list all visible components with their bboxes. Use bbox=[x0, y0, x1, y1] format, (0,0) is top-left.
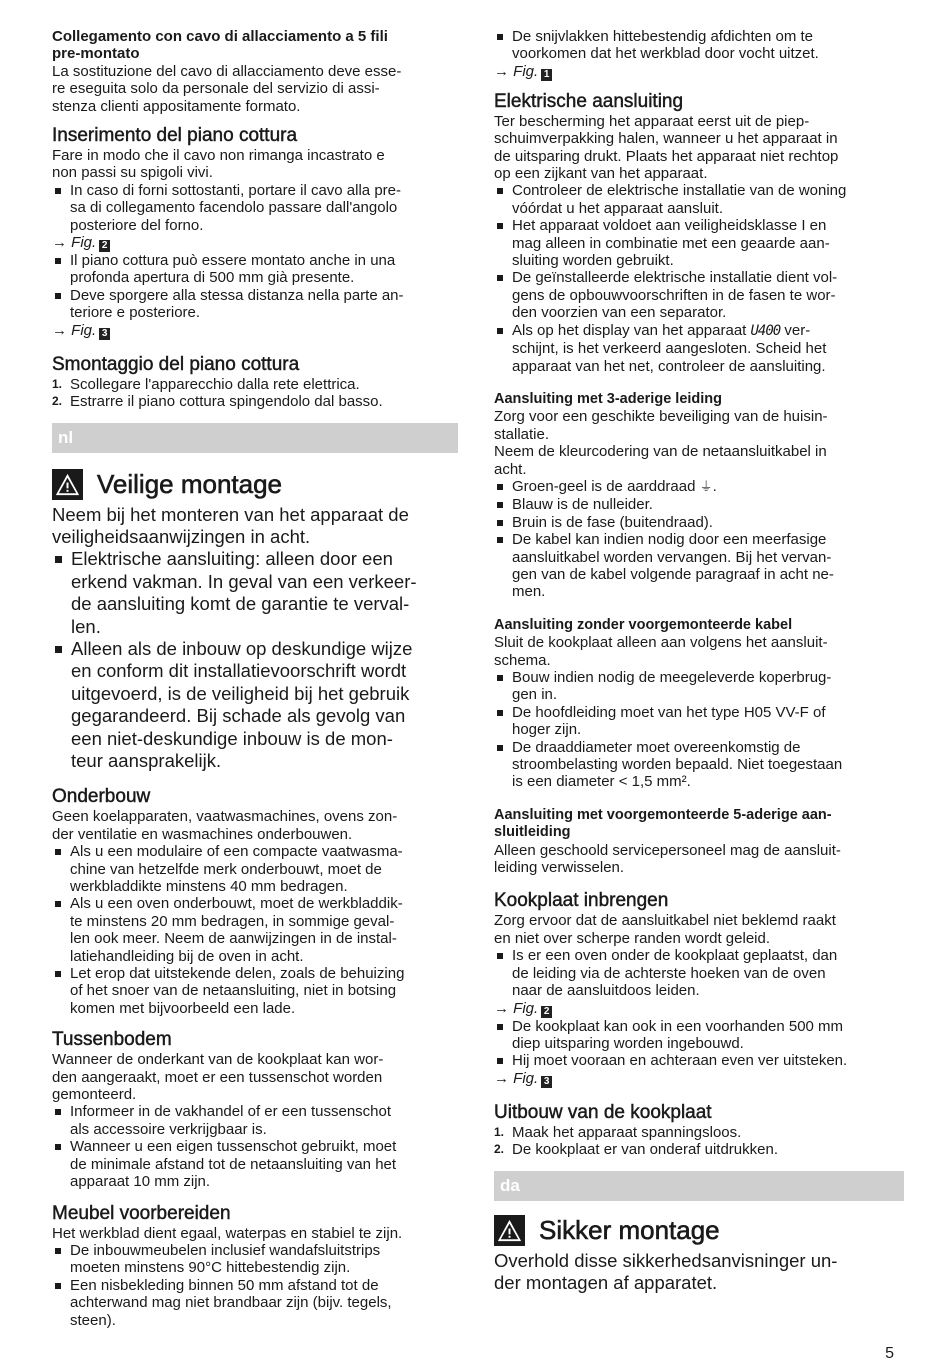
display-code: U400 bbox=[750, 322, 781, 339]
list-item: 2. Estrarre il piano cottura spingendolo dal basso. bbox=[52, 393, 383, 411]
list-item: De kabel kan indien nodig door een meerfasige aansluitkabel worden vervangen. Bij het vervan- gen van de kabel volgende paragraaf in acht ne- men. bbox=[494, 531, 904, 601]
section-title: Uitbouw van de kookplaat bbox=[494, 1101, 712, 1123]
intro-line: veiligheidsaanwijzingen in acht. bbox=[52, 525, 311, 547]
list-item: Bruin is de fase (buitendraad). bbox=[494, 514, 904, 531]
intro-line: der montagen af apparatet. bbox=[494, 1271, 718, 1293]
section-title: Smontaggio del piano cottura bbox=[52, 353, 300, 375]
text-line: en niet over scherpe randen wordt geleid. bbox=[494, 929, 771, 947]
list-item: Let erop dat uitstekende delen, zoals de behuizing of het snoer van de netaansluiting, niet in botsing komen met bijvoorbeeld een lade. bbox=[52, 965, 458, 1017]
section-uitbouw bbox=[494, 1102, 904, 1159]
text-line: Fare in modo che il cavo non rimanga incastrato e bbox=[52, 147, 385, 165]
text-line: der ventilatie en wasmachines onderbouwen. bbox=[52, 825, 353, 843]
bullet-list bbox=[52, 1242, 458, 1329]
figure-reference: → Fig. 1 bbox=[494, 63, 904, 81]
bullet-list bbox=[52, 182, 458, 234]
section-sikker-montage bbox=[494, 1215, 904, 1295]
list-item: Als op het display van het apparaat U400 ver- schijnt, is het verkeerd aangesloten. Scheid het apparaat van het net, controleer de aansluiting. bbox=[494, 322, 904, 375]
warning-icon bbox=[52, 469, 83, 500]
figure-reference: → Fig. 3 bbox=[52, 322, 458, 340]
section-onderbouw bbox=[52, 786, 458, 1017]
figure-number-badge: 3 bbox=[99, 328, 110, 340]
list-item: Hij moet vooraan en achteraan even ver uitsteken. bbox=[494, 1052, 904, 1069]
section-title: Aansluiting met 3-aderige leiding bbox=[494, 390, 723, 407]
bullet-list bbox=[52, 548, 458, 772]
section-cable-replacement bbox=[52, 28, 458, 115]
list-item: De hoofdleiding moet van het type H05 VV-F of hoger zijn. bbox=[494, 704, 904, 739]
numbered-list bbox=[494, 1124, 904, 1159]
list-item: De snijvlakken hittebestendig afdichten om te voorkomen dat het werkblad door vocht uitzet. bbox=[494, 28, 904, 63]
list-item: Wanneer u een eigen tussenschot gebruikt, moet de minimale afstand tot de netaansluiting van het apparaat 10 mm zijn. bbox=[52, 1138, 458, 1190]
section-title: Collegamento con cavo di allacciamento a 5 fili bbox=[52, 28, 388, 45]
bullet-list bbox=[52, 252, 458, 322]
text-line: non passi su spigoli vivi. bbox=[52, 164, 213, 182]
page-number: 5 bbox=[885, 1345, 894, 1362]
text-line: re eseguita solo da personale del servizio di assi- bbox=[52, 80, 380, 98]
list-item: De draaddiameter moet overeenkomstig de stroombelasting worden bepaald. Niet toegestaan is een diameter < 1,5 mm². bbox=[494, 739, 904, 791]
main-title: Veilige montage bbox=[52, 469, 458, 500]
text-line: Alleen geschoold servicepersoneel mag de aansluit- bbox=[494, 841, 841, 859]
list-item: In caso di forni sottostanti, portare il cavo alla pre- sa di collegamento facendolo passare dall'angolo posteriore del forno. bbox=[52, 182, 458, 234]
section-title-cont: pre-montato bbox=[52, 45, 140, 63]
right-column bbox=[494, 28, 904, 1294]
list-item: Als u een modulaire of een compacte vaatwasma- chine van hetzelfde merk onderbouwt, moet de werkbladdikte minstens 40 mm bedragen. bbox=[52, 843, 458, 895]
figure-reference: → Fig. 2 bbox=[494, 1000, 904, 1018]
bullet-list bbox=[494, 478, 904, 601]
list-item: Alleen als de inbouw op deskundige wijze en conform dit installatievoorschrift wordt uitgevoerd, is de veiligheid bij het gebruik gegarandeerd. Bij schade als gevolg van een niet-deskundige inbouw is de mon- teur aansprakelijk. bbox=[52, 638, 458, 772]
section-5-aderige-leiding bbox=[494, 807, 904, 877]
list-item: Elektrische aansluiting: alleen door een erkend vakman. In geval van een verkeer- de aansluiting komt de garantie te verval- len. bbox=[52, 548, 458, 638]
list-item: Als u een oven onderbouwt, moet de werkbladdik- te minstens 20 mm bedragen, in sommige geval- len ook meer. Neem de aanwijzingen in de instal- latiehandleiding bij de oven in acht. bbox=[52, 895, 458, 965]
list-item: Bouw indien nodig de meegeleverde koperbrug- gen in. bbox=[494, 669, 904, 704]
section-title: Kookplaat inbrengen bbox=[494, 890, 669, 912]
list-item: 2. De kookplaat er van onderaf uitdrukken. bbox=[494, 1141, 778, 1159]
intro-line: Neem bij het monteren van het apparaat de bbox=[52, 503, 409, 525]
section-title: Meubel voorbereiden bbox=[52, 1202, 231, 1224]
section-title-cont: sluitleiding bbox=[494, 824, 571, 841]
text-line: Wanneer de onderkant van de kookplaat kan wor- bbox=[52, 1051, 384, 1069]
figure-number-badge: 2 bbox=[99, 240, 110, 252]
bullet-list bbox=[494, 1018, 904, 1070]
section-remove-hob bbox=[52, 354, 458, 411]
bullet-list bbox=[52, 843, 458, 1017]
text-line: Zorg ervoor dat de aansluitkabel niet beklemd raakt bbox=[494, 912, 836, 930]
section-title: Aansluiting met voorgemonteerde 5-aderige aan- bbox=[494, 806, 832, 823]
bullet-list bbox=[52, 1103, 458, 1190]
list-item: Deve sporgere alla stessa distanza nella parte an- teriore e posteriore. bbox=[52, 287, 458, 322]
text-line: op een zijkant van het apparaat. bbox=[494, 165, 708, 183]
section-tussenbodem bbox=[52, 1029, 458, 1190]
text-line: Zorg voor een geschikte beveiliging van de huisin- bbox=[494, 408, 828, 426]
section-top-continued bbox=[494, 28, 904, 81]
figure-reference: → Fig. 2 bbox=[52, 234, 458, 252]
list-item: 1. Maak het apparaat spanningsloos. bbox=[494, 1123, 742, 1141]
language-bar-nl: nl bbox=[52, 423, 458, 453]
text-line: leiding verwisselen. bbox=[494, 859, 625, 877]
section-title: Onderbouw bbox=[52, 786, 151, 808]
text-line: Ter bescherming het apparaat eerst uit de piep- bbox=[494, 112, 810, 130]
text-line: Neem de kleurcodering van de netaansluitkabel in bbox=[494, 443, 827, 461]
text-line: de uitsparing drukt. Plaats het apparaat niet rechtop bbox=[494, 147, 839, 165]
list-item: Informeer in de vakhandel of er een tussenschot als accessoire verkrijgbaar is. bbox=[52, 1103, 458, 1138]
list-item: De geïnstalleerde elektrische installatie dient vol- gens de opbouwvoorschriften in de fasen te wor- den voorzien van een separator. bbox=[494, 269, 904, 321]
list-item: Een nisbekleding binnen 50 mm afstand tot de achterwand mag niet brandbaar zijn (bijv. tegels, steen). bbox=[52, 1277, 458, 1329]
text-line: den aangeraakt, moet er een tussenschot worden bbox=[52, 1068, 383, 1086]
numbered-list bbox=[52, 376, 458, 411]
main-title: Sikker montage bbox=[494, 1215, 904, 1246]
text-line: Het werkblad dient egaal, waterpas en stabiel te zijn. bbox=[52, 1224, 403, 1242]
language-bar-da: da bbox=[494, 1171, 904, 1201]
figure-number-badge: 1 bbox=[541, 69, 552, 81]
section-zonder-kabel bbox=[494, 617, 904, 791]
text-line: stenza clienti appositamente formato. bbox=[52, 97, 301, 115]
list-item: 1. Scollegare l'apparecchio dalla rete elettrica. bbox=[52, 375, 360, 393]
text-line: Sluit de kookplaat alleen aan volgens het aansluit- bbox=[494, 634, 828, 652]
section-title: Elektrische aansluiting bbox=[494, 90, 684, 112]
bullet-list bbox=[494, 669, 904, 791]
figure-number-badge: 2 bbox=[541, 1006, 552, 1018]
text-line: schuimverpakking halen, wanneer u het apparaat in bbox=[494, 130, 838, 148]
earth-ground-icon: ⏚ bbox=[699, 479, 713, 495]
section-meubel bbox=[52, 1203, 458, 1329]
section-title: Tussenbodem bbox=[52, 1029, 172, 1051]
section-title: Inserimento del piano cottura bbox=[52, 125, 298, 147]
text-line: schema. bbox=[494, 651, 551, 669]
section-insert-hob bbox=[52, 125, 458, 340]
left-column bbox=[52, 28, 458, 1329]
text-line: Geen koelapparaten, vaatwasmachines, ovens zon- bbox=[52, 808, 398, 826]
bullet-list bbox=[494, 28, 904, 63]
figure-number-badge: 3 bbox=[541, 1076, 552, 1088]
bullet-list bbox=[494, 182, 904, 374]
text-line: gemonteerd. bbox=[52, 1086, 137, 1104]
text-line: acht. bbox=[494, 460, 527, 478]
list-item: Het apparaat voldoet aan veiligheidsklasse I en mag alleen in combinatie met een geaarde aan- sluiting worden gebruikt. bbox=[494, 217, 904, 269]
list-item: Is er een oven onder de kookplaat geplaatst, dan de leiding via de achterste hoeken van de oven naar de aansluitdoos leiden. bbox=[494, 947, 904, 999]
list-item: Controleer de elektrische installatie van de woning vóórdat u het apparaat aansluit. bbox=[494, 182, 904, 217]
list-item: Groen-geel is de aarddraad ⏚. bbox=[494, 478, 904, 496]
section-kookplaat-inbrengen bbox=[494, 890, 904, 1087]
section-safe-installation bbox=[52, 469, 458, 773]
list-item: De kookplaat kan ook in een voorhanden 500 mm diep uitsparing worden ingebouwd. bbox=[494, 1018, 904, 1053]
section-3-aderige-leiding bbox=[494, 391, 904, 601]
section-title: Aansluiting zonder voorgemonteerde kabel bbox=[494, 616, 793, 633]
section-elektrische-aansluiting bbox=[494, 91, 904, 375]
figure-reference: → Fig. 3 bbox=[494, 1070, 904, 1088]
text-line: stallatie. bbox=[494, 425, 550, 443]
bullet-list bbox=[494, 947, 904, 999]
list-item: Blauw is de nulleider. bbox=[494, 496, 904, 513]
text-line: La sostituzione del cavo di allacciamento deve esse- bbox=[52, 62, 402, 80]
intro-line: Overhold disse sikkerhedsanvisninger un- bbox=[494, 1249, 838, 1271]
list-item: Il piano cottura può essere montato anche in una profonda apertura di 500 mm già presente. bbox=[52, 252, 458, 287]
list-item: De inbouwmeubelen inclusief wandafsluitstrips moeten minstens 90°C hittebestendig zijn. bbox=[52, 1242, 458, 1277]
warning-icon bbox=[494, 1215, 525, 1246]
